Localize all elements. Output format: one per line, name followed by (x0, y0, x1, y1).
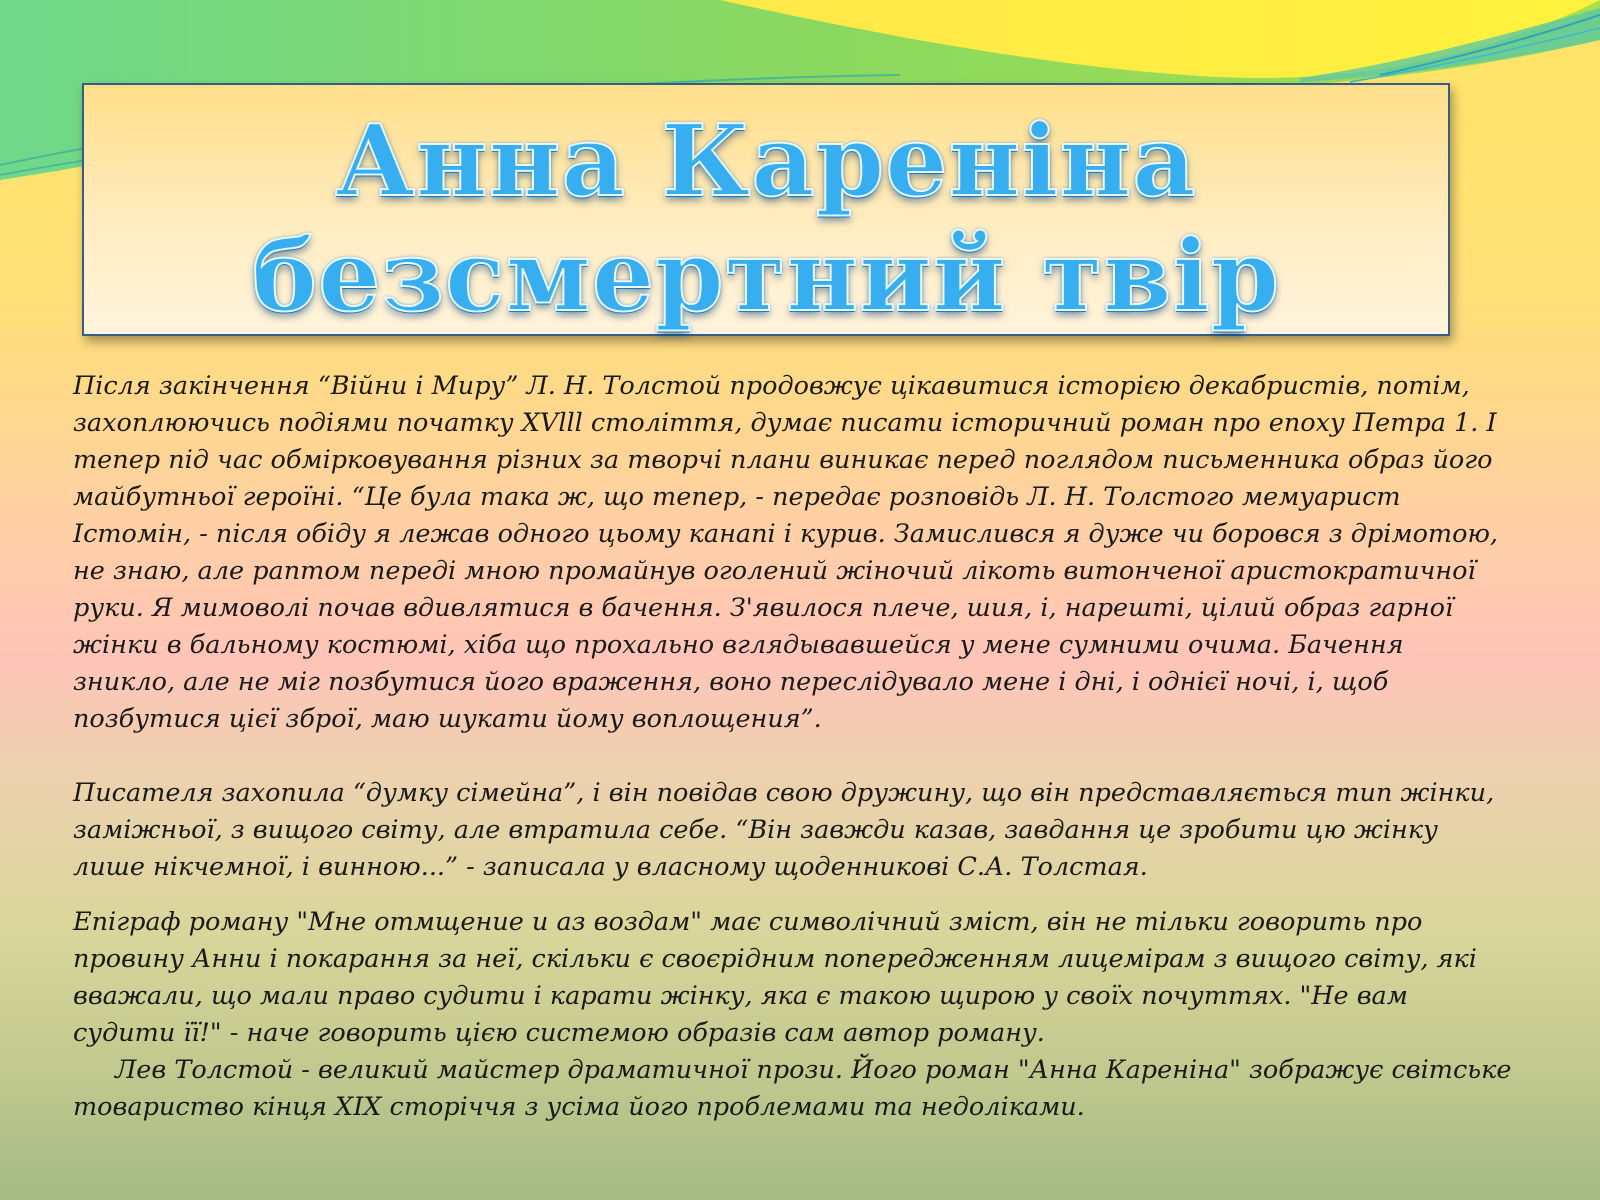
paragraph-1: Після закінчення “Війни і Миру” Л. Н. Толстой продовжує цікавитися історією декабристів, потім, захоплюючись подіями початку XVlll століття, думає писати історичний роман про епоху Петра 1. І тепер під час обмірковування різних за творчі плани виникає перед поглядом письменника образ його майбутньої героїні. “Це була така ж, що тепер, - передає розповідь Л. Н. Толстого мемуарист Істомін, - після обіду я лежав одного цьому канапі і курив. Замислився я дуже чи боровся з дрімотою, не знаю, але раптом переді мною промайнув оголений жіночий лікоть витонченої аристократичної руки. Я мимоволі почав вдивлятися в бачення. З'явилося плече, шия, і, нарешті, цілий образ гарної жінки в бальному костюмі, хіба що прохально вглядывавшейся у мене сумними очима. Бачення зникло, але не міг позбутися його враження, воно переслідувало мене і дні, і однієї ночі, і, щоб позбутися цієї зброї, маю шукати йому воплощения”. (73, 371, 1499, 734)
paragraph-3: Епіграф роману "Мне отмщение и аз воздам" має символічний зміст, він не тільки говорить про провину Анни і покарання за неї, скільки є своєрідним попередженням лицемірам з вищого світу, які вважали, що мали право судити і карати жінку, яка є такою щирою у своїх почуттях. "Не вам судити її!" - наче говорить цією системою образів сам автор роману. (73, 907, 1477, 1048)
title-box (82, 83, 1450, 336)
paragraph-2: Писателя захопила “думку сімейна”, і він повідав свою дружину, що він представляється тип жінки, заміжньої, з вищого світу, але втратила себе. “Він завжди казав, завдання це зробити цю жінку лише нікчемної, і винною...” - записала у власному щоденникові С.А. Толстая. (73, 778, 1495, 882)
title-line-2: безсмертний твір (251, 219, 1281, 334)
body-text (73, 368, 1513, 1126)
title-line-1: Анна Кареніна (335, 104, 1197, 219)
paragraph-4: Лев Толстой - великий майстер драматичної прози. Його роман "Анна Кареніна" зображує світське товариство кінця XIX сторіччя з усіма його проблемами та недоліками. (73, 1055, 1512, 1122)
